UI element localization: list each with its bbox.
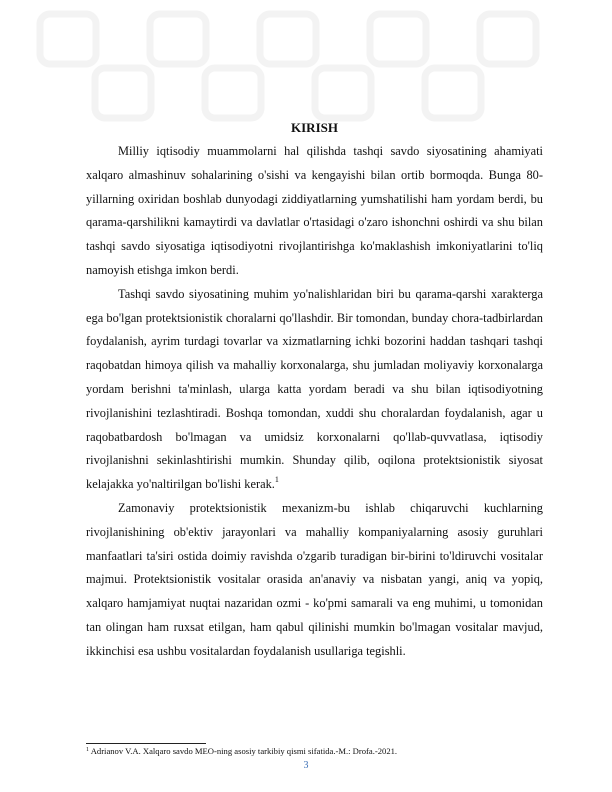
paragraph-1: Milliy iqtisodiy muammolarni hal qilishda tashqi savdo siyosatining ahamiyati xalqaro almashinuv sohalarining o'sishi va kengayishi bilan ortib bormoqda. Bunga 80-yillarning oxiridan boshlab dunyodagi ziddiyatlarning yumshatilishi ham yordam berdi, bu qarama-qarshilikni kamaytirdi va davlatlar o'rtasidagi o'zaro ishonchni oshirdi va shu bilan tashqi savdo siyosatiga iqtisodiyotni rivojlantirishga ko'maklashish imkoniyatlarini to'liq namoyish etishga imkon berdi.	[86, 144, 543, 277]
page-number: 3	[303, 760, 309, 771]
paragraph-2	[86, 283, 543, 497]
footnote	[86, 745, 556, 757]
footnote-reference[interactable]: 1	[274, 475, 279, 485]
document-body	[86, 120, 543, 664]
footnote-text: Adrianov V.A. Xalqaro savdo MEO-ning asosiy tarkibiy qismi sifatida.-M.: Drofa.-2021.	[90, 746, 398, 756]
paragraph-2-text: Tashqi savdo siyosatining muhim yo'nalishlaridan biri bu qarama-qarshi xarakterga ega bo'lgan protektsionistik choralarni qo'llashdir. Bir tomondan, bunday chora-tadbirlardan foydalanish, ayrim turdagi tovarlar va xizmatlarning ichki bozorini haddan tashqari tashqi raqobatdan himoya qilish va mahalliy korxonalarga, shu jumladan moliyaviy korxonalarga yordam berishni ta'minlash, ularga katta yordam beradi va shu bilan iqtisodiyotning rivojlanishini tezlashtiradi. Boshqa tomondan, xuddi shu choralardan foydalanish, agar u raqobatbardosh bo'lmagan va umidsiz korxonalarni qo'llab-quvvatlasa, iqtisodiy rivojlanishni sekinlashtirishi mumkin. Shunday qilib, oqilona protektsionistik siyosat kelajakka yo'naltirilgan bo'lishi kerak.	[86, 286, 543, 492]
paragraph-3: Zamonaviy protektsionistik mexanizm-bu ishlab chiqaruvchi kuchlarning rivojlanishining ob'ektiv jarayonlari va mahalliy kompaniyalarning asosiy guruhlari manfaatlari ta'siri ostida doimiy ravishda o'zgarib turadigan bir-birini to'ldiruvchi vositalar majmui. Protektsionistik vositalar orasida an'anaviy va nisbatan yangi, aniq va yopiq, xalqaro hamjamiyat nuqtai nazaridan ozmi - ko'pmi samarali va eng muhimi, u tomonidan tan olingan ham ruxsat etilgan, ham qabul qilinishi mumkin bo'lmagan vositalar mavjud, ikkinchisi esa ushbu vositalardan foydalanish usullariga tegishli.	[86, 500, 543, 658]
footnote-marker: 1	[86, 747, 89, 753]
footnote-separator	[86, 743, 206, 744]
section-title: KIRISH	[291, 120, 338, 135]
